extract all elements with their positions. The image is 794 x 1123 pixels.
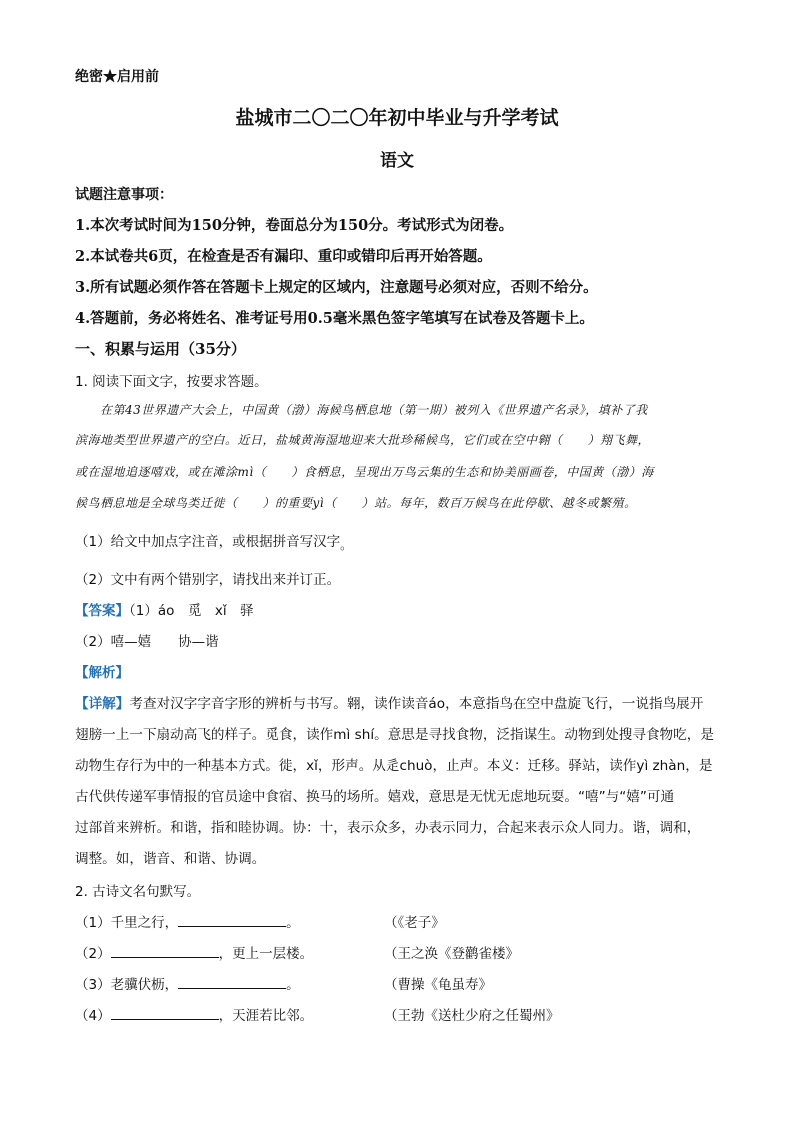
poem-line-2 [75,942,313,962]
q1-sub1 [75,530,352,553]
q1-prompt: 1. 阅读下面文字，按要求答题。 [75,374,268,390]
poem-num: （2） [75,946,111,962]
subject-title: 语文 [380,151,414,171]
notes-heading: 试题注意事项： [75,187,173,203]
note-item: 1.本次考试时间为150分钟，卷面总分为150分。考试形式为闭卷。 [75,217,514,234]
poem-source: （王之涣《登鹳雀楼》 [384,946,519,962]
poem-source: （王勃《送杜少府之任蜀州》 [384,1008,560,1024]
answer-blank[interactable] [178,914,286,927]
detail-label: 【详解】 [75,696,130,712]
poem-num: （3）老骥伏枥， [75,977,179,993]
poem-source: （《老子》 [384,915,445,931]
passage-line: 在第43世界遗产大会上，中国黄（渤）海候鸟栖息地（第一期）被列入《世界遗产名录》，填补了我 [75,403,648,417]
note-item: 3.所有试题必须作答在答题卡上规定的区域内，注意题号必须对应，否则不给分。 [75,279,598,296]
poem-tail: ，更上一层楼。 [218,946,314,962]
q1-sub2: （2）文中有两个错别字，请找出来并订正。 [75,572,341,588]
q1-sub1-text: （1）给文中加点字注音，或根据拼音写汉字 [75,534,341,550]
poem-line-4 [75,1004,313,1024]
passage-line: 滨海地类型世界遗产的空白。近日，盐城黄海湿地迎来大批珍稀候鸟，它们或在空中翱（ ）翔飞舞， [75,433,651,447]
poem-tail: 。 [286,977,300,993]
note-item: 4.答题前，务必将姓名、准考证号用0.5毫米黑色签字笔填写在试卷及答题卡上。 [75,310,594,327]
explanation-line: 过部首来辨析。和谐，指和睦协调。协：十，表示众多，办表示同力，合起来表示众人同力。谐，调和， [75,820,701,836]
q1-sub1-mark: 。 [340,538,353,552]
poem-source: （曹操《龟虽寿》 [384,977,492,993]
explanation-line: 动物生存行为中的一种基本方式。徙，xǐ，形声。从辵chuò，止声。本义：迁移。驿站，读作yì zhàn，是 [75,758,713,774]
explanation-line: 古代供传递军事情报的官员途中食宿、换马的场所。嬉戏，意思是无忧无虑地玩耍。“嘻”与“嬉”可通 [75,789,675,805]
answer-2: （2）嘻—嬉 协—谐 [75,634,219,650]
answer-blank[interactable] [111,1007,219,1020]
secret-label: 绝密★启用前 [75,69,159,85]
explanation-line [75,692,703,712]
answer-row-1 [75,599,254,619]
passage-line: 候鸟栖息地是全球鸟类迁徙（ ）的重要yì（ ）站。每年，数百万候鸟在此停歇、越冬或繁殖。 [75,496,637,510]
explanation-line: 调整。如，谐音、和谐、协调。 [75,851,266,867]
poem-num: （1）千里之行， [75,915,179,931]
poem-line-1 [75,911,300,931]
explanation-line: 翅膀一上一下扇动高飞的样子。觅食，读作mì shí。意思是寻找食物，泛指谋生。动物到处搜寻食物吃，是 [75,727,714,743]
q2-prompt: 2. 古诗文名句默写。 [75,884,201,900]
note-item: 2.本试卷共6页，在检查是否有漏印、重印或错印后再开始答题。 [75,248,492,265]
explanation-text: 考查对汉字字音字形的辨析与书写。翱，读作读音áo，本意指鸟在空中盘旋飞行，一说指鸟展开 [129,696,704,712]
analysis-label: 【解析】 [75,665,129,681]
poem-tail: ，天涯若比邻。 [218,1008,314,1024]
answer-blank[interactable] [111,945,219,958]
poem-tail: 。 [286,915,300,931]
exam-title: 盐城市二〇二〇年初中毕业与升学考试 [235,107,559,129]
poem-line-3 [75,973,300,993]
answer-1: （1）áo 觅 xǐ 驿 [129,603,254,619]
poem-num: （4） [75,1008,111,1024]
answer-label: 【答案】 [75,603,129,619]
answer-blank[interactable] [178,976,286,989]
passage-line: 或在湿地追逐嘻戏，或在滩涂mì（ ）食栖息，呈现出万鸟云集的生态和协美丽画卷，中国黄（渤）海 [75,465,654,479]
section-heading: 一、积累与运用（35分） [75,340,246,358]
